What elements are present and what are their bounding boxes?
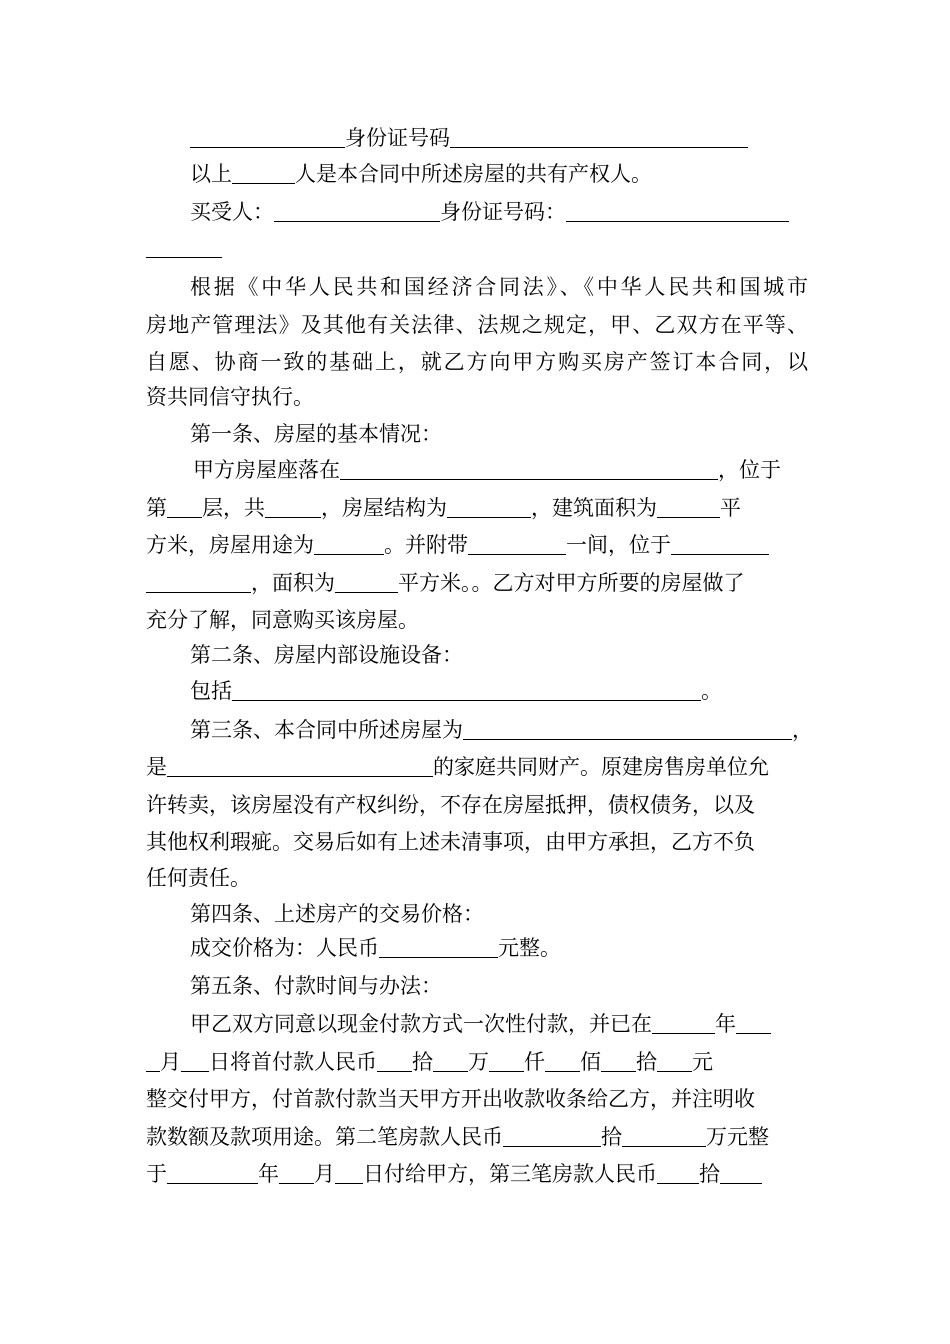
blank-facilities — [232, 680, 701, 701]
preamble-line-4: 资共同信守执行。 — [146, 385, 314, 409]
text: 的家庭共同财产。原建房售房单位允 — [433, 755, 769, 779]
blank-area — [657, 497, 720, 518]
text: 月 — [314, 1162, 335, 1186]
blank-owner-id — [450, 127, 748, 148]
blank-yuan — [657, 1051, 692, 1072]
blank-third-shi — [657, 1163, 699, 1184]
article-3-line-2 — [146, 748, 808, 786]
blank-usage — [314, 534, 384, 555]
blank-pay-year — [652, 1013, 715, 1034]
article-5-line-4 — [146, 1118, 808, 1156]
text: 包括 — [190, 679, 232, 703]
blank-shi-wan — [377, 1051, 412, 1072]
blank-second-wan — [622, 1126, 706, 1147]
blank-attached — [468, 534, 566, 555]
text: 是 — [146, 755, 167, 779]
blank-second-year — [167, 1163, 258, 1184]
text: 甲乙双方同意以现金付款方式一次性付款，并已在 — [190, 1012, 652, 1036]
text: 万 — [468, 1050, 489, 1074]
article-5-line-2 — [146, 1043, 808, 1081]
text: 拾 — [699, 1162, 720, 1186]
blank-second-month — [279, 1163, 314, 1184]
text: 成交价格为：人民币 — [190, 936, 379, 960]
preamble-line-3: 自愿、协商一致的基础上，就乙方向甲方购买房产签订本合同，以 — [146, 350, 808, 374]
text: 方米，房屋用途为 — [146, 533, 314, 557]
text: 层，共 — [202, 496, 265, 520]
text: 第 — [146, 496, 167, 520]
text: ，建筑面积为 — [531, 496, 657, 520]
text: 甲方房屋座落在 — [193, 458, 340, 482]
text: 平 — [720, 496, 741, 520]
blank-buyer-id-cont — [146, 237, 222, 258]
text: 佰 — [580, 1050, 601, 1074]
blank-buyer-id — [566, 201, 789, 222]
text: 第三条、本合同中所述房屋为 — [190, 718, 463, 742]
text: 于 — [146, 1162, 167, 1186]
text: 。并附带 — [384, 533, 468, 557]
text: 年 — [258, 1162, 279, 1186]
owner-id-line — [190, 119, 808, 157]
buyer-id-continuation — [146, 229, 808, 267]
text: 拾 — [636, 1050, 657, 1074]
blank-attached-location — [671, 534, 769, 555]
article-1-line-2 — [146, 489, 808, 527]
article-1-line-4 — [146, 564, 808, 602]
blank-third-cont — [720, 1163, 762, 1184]
blank-bai — [545, 1051, 580, 1072]
blank-structure — [447, 497, 531, 518]
text: 日付给甲方，第三笔房款人民币 — [363, 1162, 657, 1186]
article-5-line-3: 整交付甲方，付首款付款当天甲方开出收款收条给乙方，并注明收 — [146, 1087, 755, 1111]
article-5-line-1 — [190, 1005, 808, 1043]
text: ，房屋结构为 — [321, 496, 447, 520]
buyer-label: 买受人： — [190, 200, 274, 224]
blank-pay-month — [736, 1013, 771, 1034]
blank-buyer-name — [274, 201, 440, 222]
text: 款数额及款项用途。第二笔房款人民币 — [146, 1125, 503, 1149]
text: 。 — [701, 679, 722, 703]
buyer-id-label: 身份证号码： — [440, 200, 566, 224]
text: 人是本合同中所述房屋的共有产权人。 — [295, 162, 652, 186]
id-number-label: 身份证号码 — [345, 126, 450, 150]
blank-qian — [489, 1051, 524, 1072]
blank-total-floors — [265, 497, 321, 518]
text: ， — [792, 718, 813, 742]
blank-pay-day — [181, 1051, 209, 1072]
buyer-line — [190, 193, 808, 231]
blank-family — [167, 756, 433, 777]
preamble-line-1: 根据《中华人民共和国经济合同法》、《中华人民共和国城市 — [190, 275, 808, 299]
article-4-heading: 第四条、上述房产的交易价格： — [190, 902, 484, 926]
article-1-line-3 — [146, 526, 808, 564]
blank-location — [340, 459, 718, 480]
text: ，位于 — [718, 458, 781, 482]
article-1-heading: 第一条、房屋的基本情况： — [190, 422, 442, 446]
article-5-heading: 第五条、付款时间与办法： — [190, 974, 442, 998]
blank-owner-name — [190, 127, 345, 148]
text: ，面积为 — [251, 571, 335, 595]
blank-attached-area — [335, 572, 398, 593]
article-2-line-1 — [190, 672, 808, 710]
blank-pay-month-cont — [146, 1051, 160, 1072]
text: 日将首付款人民币 — [209, 1050, 377, 1074]
text: 元整。 — [498, 936, 561, 960]
article-3-line-4: 其他权利瑕疵。交易后如有上述未清事项，由甲方承担，乙方不负 — [146, 830, 755, 854]
preamble-line-2: 房地产管理法》及其他有关法律、法规之规定，甲、乙双方在平等、 — [146, 313, 808, 337]
blank-shi — [601, 1051, 636, 1072]
text: 拾 — [601, 1125, 622, 1149]
article-3-line-3: 许转卖，该房屋没有产权纠纷，不存在房屋抵押，债权债务，以及 — [146, 793, 755, 817]
blank-attached-location-cont — [146, 572, 251, 593]
article-1-line-5: 充分了解，同意购买该房屋。 — [146, 608, 419, 632]
article-1-line-1 — [193, 451, 808, 489]
text: 月 — [160, 1050, 181, 1074]
article-3-line-5: 任何责任。 — [146, 866, 251, 890]
text: 平方米。。乙方对甲方所要的房屋做了 — [398, 571, 745, 595]
text: 一间，位于 — [566, 533, 671, 557]
article-3-line-1 — [190, 711, 813, 749]
blank-owner-count — [232, 163, 295, 184]
text: 以上 — [190, 162, 232, 186]
text: 仟 — [524, 1050, 545, 1074]
blank-second-shi — [503, 1126, 601, 1147]
blank-property-owner — [463, 719, 792, 740]
blank-wan — [433, 1051, 468, 1072]
text: 拾 — [412, 1050, 433, 1074]
article-4-line-1 — [190, 929, 808, 967]
blank-second-day — [335, 1163, 363, 1184]
article-5-line-5 — [146, 1155, 808, 1193]
blank-price — [379, 937, 498, 958]
co-owner-line — [190, 155, 808, 193]
article-2-heading: 第二条、房屋内部设施设备： — [190, 643, 463, 667]
blank-floor — [167, 497, 202, 518]
text: 万元整 — [706, 1125, 769, 1149]
text: 年 — [715, 1012, 736, 1036]
text: 元 — [692, 1050, 713, 1074]
